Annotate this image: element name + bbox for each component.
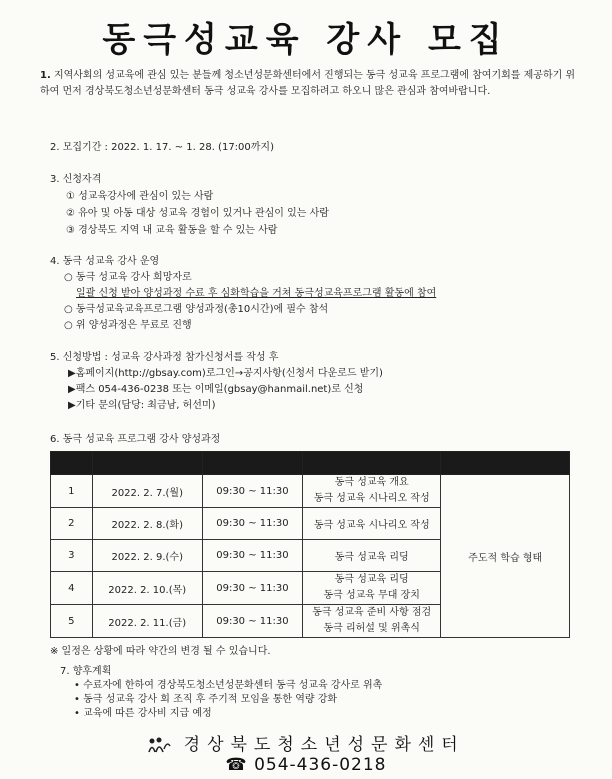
schedule-note: ※ 일정은 상황에 따라 약간의 변경 될 수 있습니다. (50, 646, 271, 657)
table-header-cell (92, 452, 202, 475)
qualification-item: ③ 경상북도 지역 내 교육 활동을 할 수 있는 사람 (66, 225, 278, 236)
method-heading: 5. 신청방법 : 성교육 강사과정 참가신청서를 작성 후 (50, 352, 279, 363)
operation-item: ○ 위 양성과정은 무료로 진행 (64, 320, 192, 331)
course-heading: 6. 동극 성교육 프로그램 강사 양성과정 (50, 434, 221, 445)
page-title: 동극성교육 강사 모집 (102, 20, 510, 60)
plan-heading: 7. 향후계획 (60, 666, 112, 677)
row-time: 09:30 ~ 11:30 (202, 508, 302, 540)
row-content: 동극 성교육 리딩 (303, 540, 441, 572)
plan-item: • 수료자에 한하여 경상북도청소년성문화센터 동극 성교육 강사로 위촉 (74, 680, 383, 691)
table-header-cell (51, 452, 93, 475)
intro-paragraph (40, 68, 580, 100)
footer-phone: ☎ 054-436-0218 (225, 755, 387, 775)
row-number: 1 (51, 475, 93, 508)
table-row (51, 475, 570, 508)
row-date: 2022. 2. 11.(금) (92, 605, 202, 638)
table-header-cell (441, 452, 570, 475)
row-time: 09:30 ~ 11:30 (202, 572, 302, 605)
content-line: 동극 성교육 리딩 (334, 574, 409, 585)
method-item: ▶기타 문의(담당: 최금남, 허선미) (68, 400, 216, 411)
qualification-heading: 3. 신청자격 (50, 174, 102, 185)
row-date: 2022. 2. 10.(목) (92, 572, 202, 605)
row-date: 2022. 2. 9.(수) (92, 540, 202, 572)
teaching-method: 주도적 학습 형태 (441, 475, 570, 638)
operation-item: ○ 동극성교육교육프로그램 양성과정(총10시간)에 필수 참석 (64, 304, 329, 315)
intro-text: 지역사회의 성교육에 관심 있는 분들께 청소년성문화센터에서 진행되는 동극 성교육 프로그램에 참여기회를 제공하기 위하여 먼저 경상북도청소년성문화센터 동극 성교육 강사를 모집하려고 하오니 많은 관심과 참여바랍니다. (40, 70, 576, 97)
row-content: 동극 성교육 시나리오 작성 (303, 508, 441, 540)
row-date: 2022. 2. 7.(월) (92, 475, 202, 508)
footer-org-name: 경상북도청소년성문화센터 (183, 735, 465, 755)
table-header-row (51, 452, 570, 475)
content-line: 동극 리허설 및 위촉식 (323, 623, 420, 634)
course-schedule-table (50, 451, 570, 638)
qualification-item: ① 성교육강사에 관심이 있는 사람 (66, 191, 214, 202)
content-line: 동극 성교육 시나리오 작성 (313, 493, 430, 504)
plan-item: • 교육에 따른 강사비 지급 예정 (74, 708, 212, 719)
content-line: 동극 성교육 준비 사항 점검 (312, 607, 432, 618)
row-number: 3 (51, 540, 93, 572)
table-header-cell (202, 452, 302, 475)
method-item: ▶팩스 054-436-0238 또는 이메일(gbsay@hanmail.net)로 신청 (68, 384, 364, 395)
footer-org (0, 730, 612, 755)
operation-heading: 4. 동극 성교육 강사 운영 (50, 256, 160, 267)
row-time: 09:30 ~ 11:30 (202, 475, 302, 508)
row-number: 5 (51, 605, 93, 638)
row-date: 2022. 2. 8.(화) (92, 508, 202, 540)
recruit-period: 2. 모집기간 : 2022. 1. 17. ~ 1. 28. (17:00까지) (50, 142, 274, 153)
organization-logo-icon (147, 737, 171, 753)
content-line: 동극 성교육 무대 장치 (323, 590, 420, 601)
operation-item-detail: 일괄 신청 받아 양성과정 수료 후 심화학습을 거쳐 동극성교육프로그램 활동에 참여 (76, 288, 437, 299)
operation-item: ○ 동극 성교육 강사 희망자로 (64, 272, 192, 283)
qualification-item: ② 유아 및 아동 대상 성교육 경험이 있거나 관심이 있는 사람 (66, 208, 329, 219)
table-header-cell (303, 452, 441, 475)
row-number: 4 (51, 572, 93, 605)
row-number: 2 (51, 508, 93, 540)
row-content (303, 572, 441, 605)
row-content (303, 475, 441, 508)
plan-item: • 동극 성교육 강사 회 조직 후 주기적 모임을 통한 역량 강화 (74, 694, 338, 705)
intro-number: 1. (40, 70, 51, 81)
row-time: 09:30 ~ 11:30 (202, 540, 302, 572)
row-content (303, 605, 441, 638)
method-item: ▶홈페이지(http://gbsay.com)로그인→공지사항(신청서 다운로드 받기) (68, 368, 383, 379)
content-line: 동극 성교육 개요 (334, 477, 409, 488)
row-time: 09:30 ~ 11:30 (202, 605, 302, 638)
